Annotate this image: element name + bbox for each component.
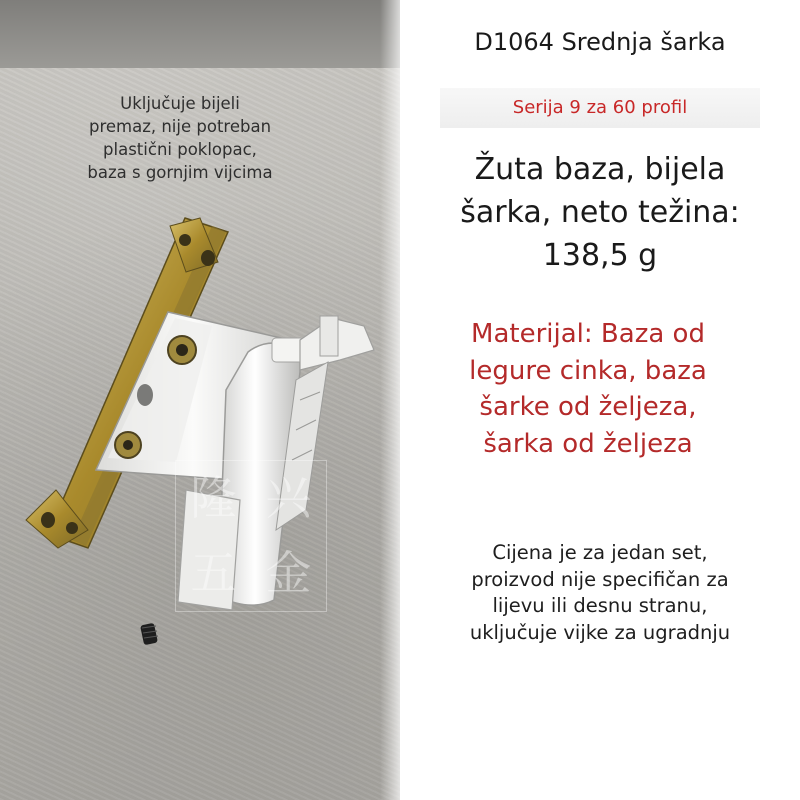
watermark-char: 五	[190, 546, 237, 600]
material-line: legure cinka, baza	[469, 355, 707, 386]
material-line: šarka od željeza	[483, 428, 693, 459]
note-line: Cijena je za jedan set,	[492, 541, 708, 564]
screw-icon	[140, 623, 158, 645]
weight-line: šarka, neto težina:	[460, 195, 740, 230]
material-description	[388, 316, 788, 462]
note-line: uključuje vijke za ugradnju	[469, 620, 731, 644]
watermark-char: 隆	[190, 471, 237, 525]
price-note	[400, 540, 800, 646]
watermark-char: 金	[265, 546, 312, 600]
weight-description	[400, 148, 800, 277]
product-title: D1064 Srednja šarka	[474, 28, 726, 56]
weight-line: Žuta baza, bijela	[474, 152, 726, 187]
series-badge: Serija 9 za 60 profil	[440, 88, 760, 128]
caption-line: premaz, nije potreban	[88, 117, 272, 136]
material-line: Materijal: Baza od	[471, 319, 705, 349]
product-info-panel	[400, 0, 800, 800]
caption-line: plastični poklopac,	[103, 140, 257, 159]
caption-line: Uključuje bijeli	[120, 94, 240, 113]
note-line: proizvod nije specifičan za	[471, 567, 729, 591]
caption-line: baza s gornjim vijcima	[87, 163, 273, 182]
watermark-stamp	[175, 460, 327, 612]
material-line: šarke od željeza,	[479, 392, 697, 422]
watermark-char: 兴	[265, 471, 312, 525]
note-line: lijevu ili desnu stranu,	[492, 594, 708, 617]
weight-line: 138,5 g	[542, 238, 658, 273]
